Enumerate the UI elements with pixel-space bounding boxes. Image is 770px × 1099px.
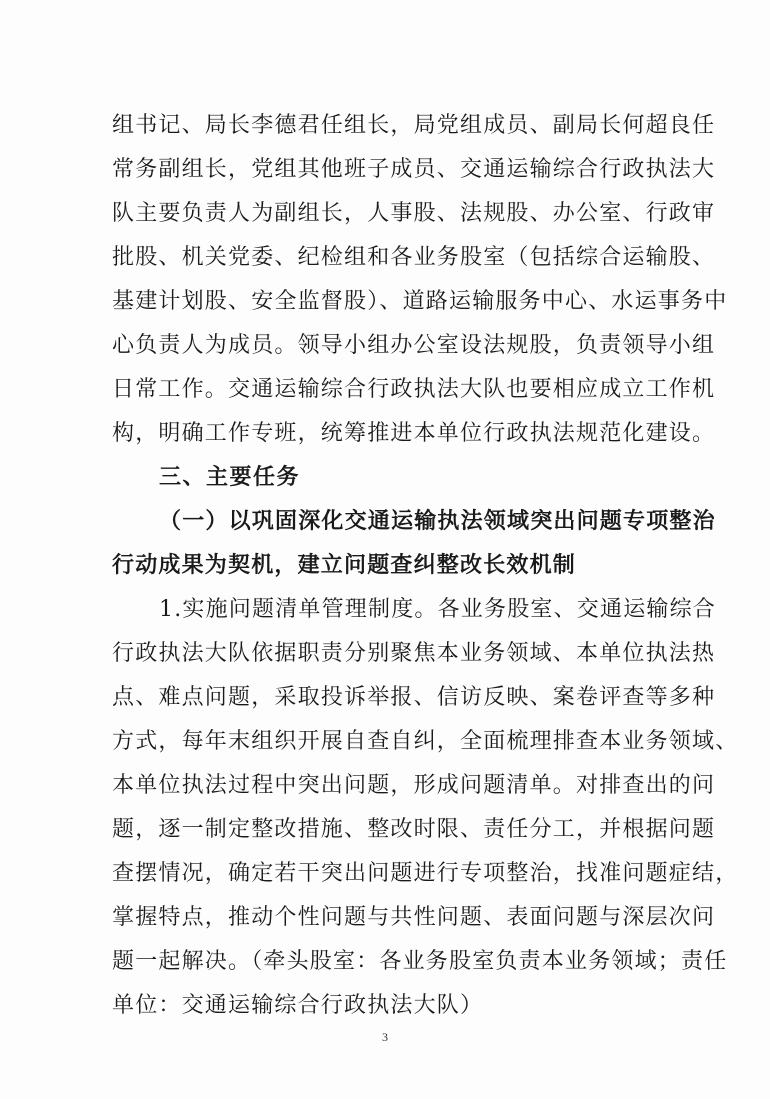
paragraph-line: 查摆情况，确定若干突出问题进行专项整治，找准问题症结， [112, 861, 739, 886]
paragraph-line: 心负责人为成员。领导小组办公室设法规股，负责领导小组 [112, 333, 716, 358]
paragraph-line: 队主要负责人为副组长，人事股、法规股、办公室、行政审 [112, 201, 716, 226]
paragraph-line: 日常工作。交通运输综合行政执法大队也要相应成立工作机 [112, 377, 716, 402]
section-heading: 三、主要任务 [159, 465, 301, 490]
paragraph-line: 单位：交通运输综合行政执法大队） [112, 993, 484, 1018]
paragraph-line: 基建计划股、安全监督股）、道路运输服务中心、水运事务中 [112, 289, 728, 314]
paragraph-line: 常务副组长，党组其他班子成员、交通运输综合行政执法大 [112, 157, 716, 182]
paragraph-line: 1.实施问题清单管理制度。各业务股室、交通运输综合 [159, 597, 716, 622]
paragraph-line: 点、难点问题，采取投诉举报、信访反映、案卷评查等多种 [112, 685, 716, 710]
paragraph-line: 本单位执法过程中突出问题，形成问题清单。对排查出的问 [112, 773, 716, 798]
paragraph-line: 行政执法大队依据职责分别聚焦本业务领域、本单位执法热 [112, 641, 716, 666]
paragraph-line: 组书记、局长李德君任组长，局党组成员、副局长何超良任 [112, 113, 716, 138]
paragraph-line: 题，逐一制定整改措施、整改时限、责任分工，并根据问题 [112, 817, 716, 842]
subsection-heading-line: （一）以巩固深化交通运输执法领域突出问题专项整治 [159, 509, 716, 534]
page-number: 3 [382, 1030, 388, 1044]
paragraph-line: 掌握特点，推动个性问题与共性问题、表面问题与深层次问 [112, 905, 716, 930]
paragraph-line: 构，明确工作专班，统筹推进本单位行政执法规范化建设。 [112, 421, 716, 446]
subsection-heading-line: 行动成果为契机，建立问题查纠整改长效机制 [112, 553, 577, 578]
paragraph-line: 方式，每年末组织开展自查自纠，全面梳理排查本业务领域、 [112, 729, 739, 754]
paragraph-line: 批股、机关党委、纪检组和各业务股室（包括综合运输股、 [112, 245, 716, 270]
paragraph-line: 题一起解决。（牵头股室：各业务股室负责本业务领域；责任 [112, 949, 728, 974]
